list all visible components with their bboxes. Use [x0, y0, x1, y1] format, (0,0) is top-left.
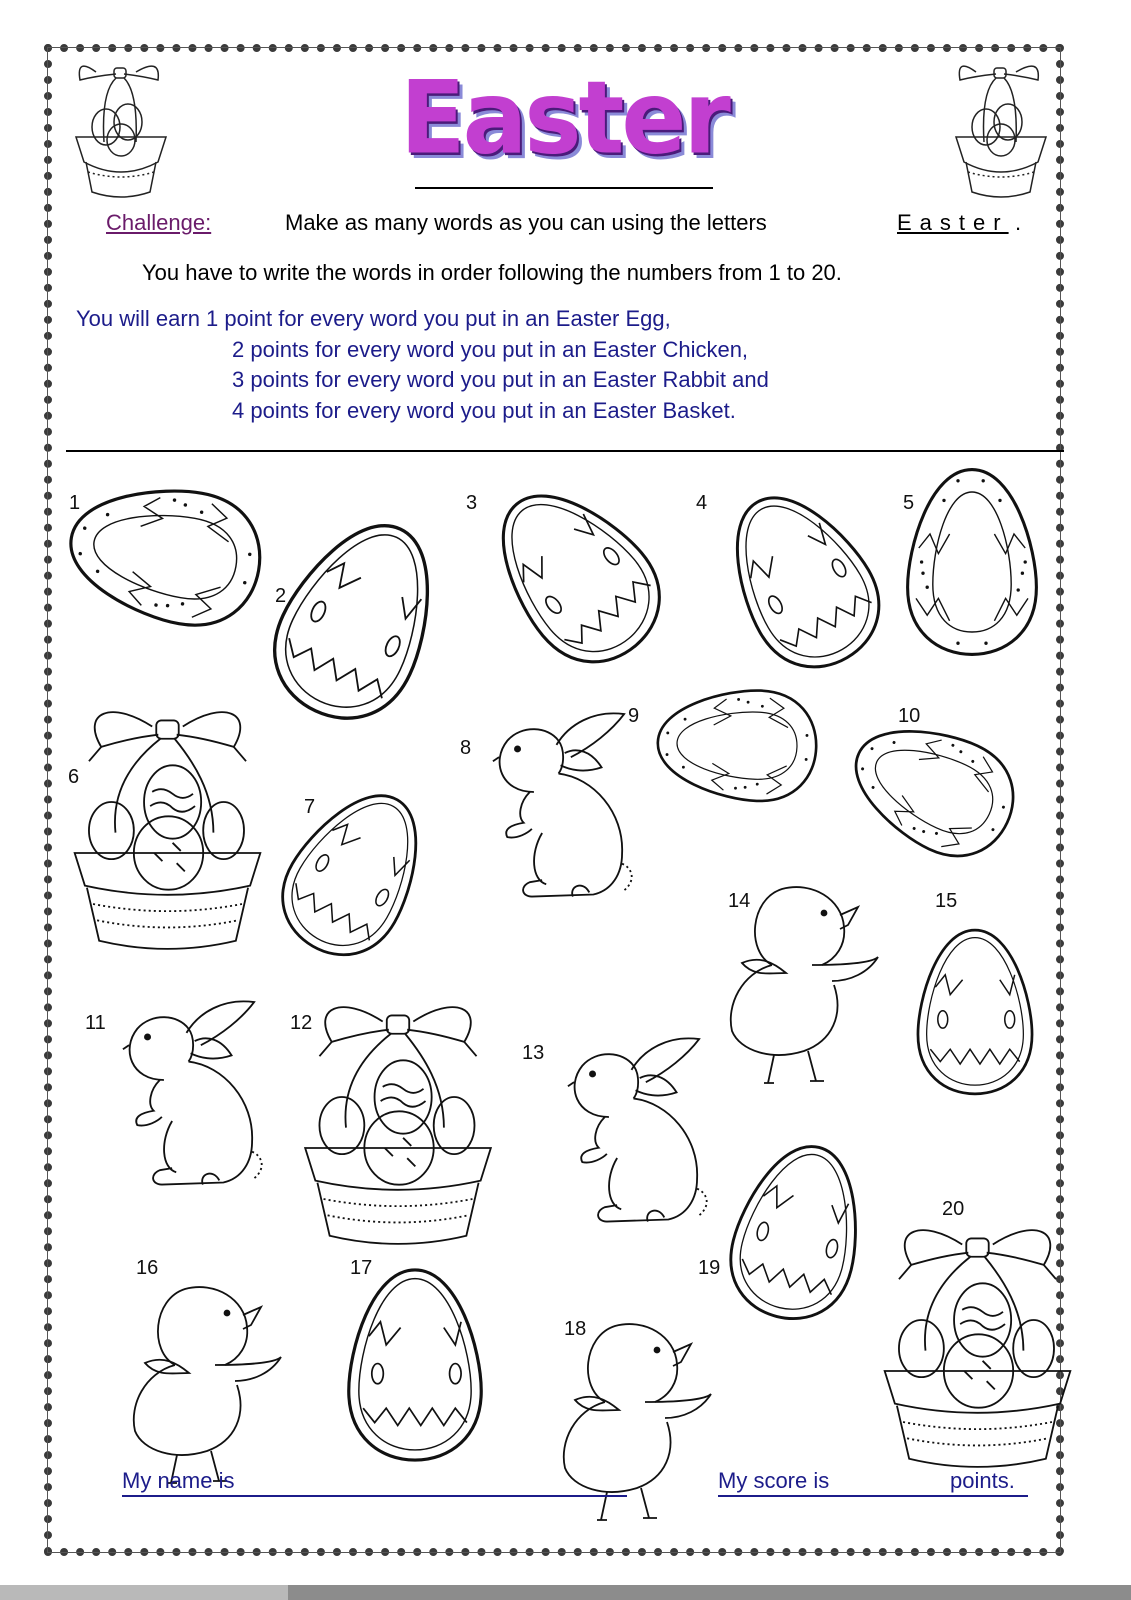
name-label: My name is	[122, 1468, 235, 1493]
egg-10	[845, 708, 1020, 868]
points-chicken: 2 points for every word you put in an Easter Chicken,	[232, 337, 749, 362]
egg-4	[710, 480, 895, 680]
title-underline	[415, 187, 713, 189]
number-label: 6	[68, 766, 80, 788]
points-egg: You will earn 1 point for every word you put in an Easter Egg,	[76, 306, 671, 331]
basket-12	[298, 995, 498, 1250]
number-label: 16	[136, 1257, 159, 1279]
points-rabbit: 3 points for every word you put in an Easter Rabbit and	[232, 367, 769, 392]
egg-15	[910, 895, 1040, 1130]
rabbit-13	[545, 1035, 720, 1240]
basket-6	[70, 700, 265, 955]
number-label: 17	[350, 1257, 373, 1279]
egg-2	[270, 505, 445, 735]
rabbit-11	[100, 998, 275, 1203]
scroll-thumb[interactable]	[0, 1585, 288, 1600]
score-label: My score is	[718, 1468, 830, 1493]
number-label: 11	[85, 1012, 106, 1034]
challenge-letters: Easter	[897, 210, 1009, 235]
chick-16	[115, 1255, 285, 1485]
number-label: 10	[898, 705, 921, 727]
number-label: 12	[290, 1012, 313, 1034]
number-label: 13	[522, 1042, 545, 1064]
rabbit-8	[470, 710, 645, 915]
score-field[interactable]	[718, 1495, 1028, 1497]
page-title: Easter	[400, 59, 728, 177]
number-label: 9	[628, 705, 640, 727]
header-basket-right-icon	[946, 52, 1056, 202]
egg-7	[270, 778, 440, 968]
number-label: 8	[460, 737, 472, 759]
basket-20	[880, 1218, 1075, 1473]
points-label: points.	[950, 1468, 1015, 1493]
order-instruction: You have to write the words in order following the numbers from 1 to 20.	[142, 260, 842, 285]
number-label: 2	[275, 585, 287, 607]
number-label: 20	[942, 1198, 965, 1220]
egg-17	[340, 1258, 490, 1473]
number-label: 1	[69, 492, 81, 514]
challenge-label: Challenge:	[106, 210, 212, 235]
number-label: 7	[304, 796, 316, 818]
egg-1	[55, 462, 275, 647]
section-divider	[66, 450, 1064, 452]
challenge-period: .	[1015, 210, 1022, 235]
number-label: 3	[466, 492, 478, 514]
egg-9	[645, 680, 830, 810]
egg-3	[476, 478, 676, 673]
points-basket: 4 points for every word you put in an Easter Basket.	[232, 398, 736, 423]
number-label: 19	[698, 1257, 721, 1279]
name-field[interactable]	[122, 1495, 627, 1497]
challenge-text: Make as many words as you can using the letters	[285, 210, 767, 235]
egg-5	[895, 462, 1050, 662]
number-label: 4	[696, 492, 708, 514]
number-label: 14	[728, 890, 751, 912]
header-basket-left-icon	[66, 52, 176, 202]
number-label: 18	[564, 1318, 587, 1340]
number-label: 5	[903, 492, 915, 514]
egg-19	[718, 1120, 878, 1345]
number-label: 15	[935, 890, 958, 912]
